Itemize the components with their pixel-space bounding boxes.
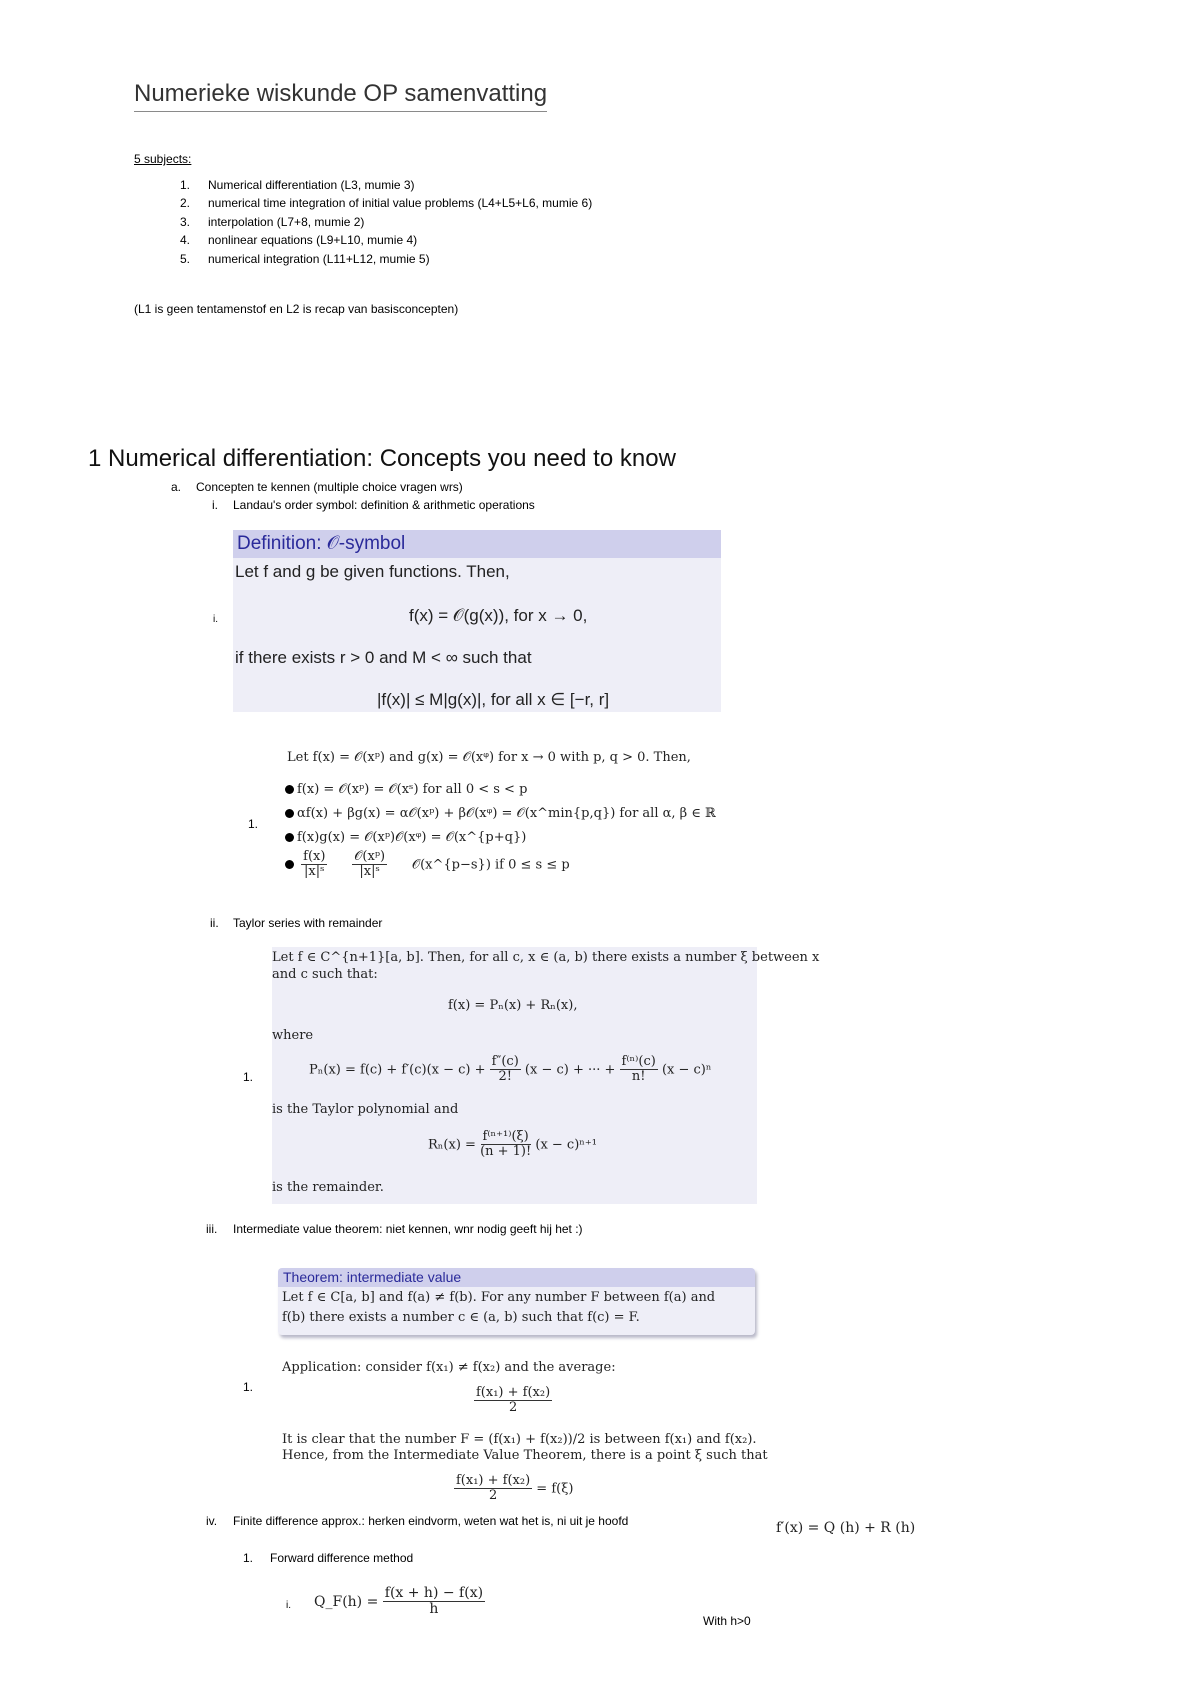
taylor-line2: and c such that: <box>272 967 378 982</box>
definition-title: Definition: 𝒪-symbol <box>237 533 406 554</box>
iv-sub-sub-label: i. <box>286 1600 291 1611</box>
list-item: 4. nonlinear equations (L9+L10, mumie 4) <box>180 233 418 248</box>
taylor-sub-label: 1. <box>243 1070 254 1084</box>
item-a-label: a. <box>171 480 182 494</box>
list-item: 2. numerical time integration of initial value problems (L4+L5+L6, mumie 6) <box>180 196 593 211</box>
iv-sub-label: 1. <box>243 1551 254 1565</box>
item-iii-text: Intermediate value theorem: niet kennen, wnr nodig geeft hij het :) <box>233 1222 583 1236</box>
fd-general-formula: f′(x) = Q (h) + R (h) <box>776 1520 916 1536</box>
arith-bullet-2: αf(x) + βg(x) = α𝒪(xᵖ) + β𝒪(xᵠ) = 𝒪(x^min{p,q}) for all α, β ∈ ℝ <box>285 806 716 821</box>
item-iii-label: iii. <box>206 1222 218 1236</box>
taylor-eq1: f(x) = Pₙ(x) + Rₙ(x), <box>448 998 578 1013</box>
forward-difference-label: Forward difference method <box>270 1551 414 1565</box>
subjects-label: 5 subjects: <box>134 152 192 166</box>
with-h-note: With h>0 <box>703 1614 751 1628</box>
ivt-clear2: Hence, from the Intermediate Value Theorem, there is a point ξ such that <box>282 1448 768 1463</box>
page-title: Numerieke wiskunde OP samenvatting <box>134 80 547 112</box>
item-ii-text: Taylor series with remainder <box>233 916 383 930</box>
taylor-where: where <box>272 1028 314 1043</box>
ivt-average: $\frac{\text{f(x₁) + f(x₂)}}{2}$ <box>476 1385 551 1416</box>
taylor-line1: Let f ∈ C^{n+1}[a, b]. Then, for all c, x ∈ (a, b) there exists a number ξ between x <box>272 950 820 965</box>
definition-line1: Let f and g be given functions. Then, <box>235 562 510 581</box>
ivt-sub-label: 1. <box>243 1380 254 1394</box>
item-ii-label: ii. <box>210 916 219 930</box>
item-iv-text: Finite difference approx.: herken eindvorm, weten wat het is, ni uit je hoofd <box>233 1514 629 1528</box>
arith-intro: Let f(x) = 𝒪(xᵖ) and g(x) = 𝒪(xᵠ) for x → 0 with p, q > 0. Then, <box>287 750 691 765</box>
item-iv-label: iv. <box>206 1514 218 1528</box>
definition-box <box>233 530 721 712</box>
ivt-clear1: It is clear that the number F = (f(x₁) + f(x₂))/2 is between f(x₁) and f(x₂). <box>282 1432 757 1447</box>
item-i-text: Landau's order symbol: definition & arithmetic operations <box>233 498 535 512</box>
subjects-list <box>180 176 592 268</box>
arith-bullet-3: f(x)g(x) = 𝒪(xᵖ)𝒪(xᵠ) = 𝒪(x^{p+q}) <box>285 830 526 845</box>
taylor-tp: is the Taylor polynomial and <box>272 1102 459 1117</box>
item-a-text: Concepten te kennen (multiple choice vragen wrs) <box>196 480 463 494</box>
ivt-application: Application: consider f(x₁) ≠ f(x₂) and the average: <box>282 1360 616 1375</box>
section-heading: 1 Numerical differentiation: Concepts you need to know <box>88 445 676 472</box>
arith-bullet-4: $\frac{f(x)}{\text{|x|ˢ}}$ $\frac{\text{𝒪(xᵖ)}}{\text{|x|ˢ}}$ 𝒪(x^{p−s}) if 0 ≤ s ≤ p <box>285 850 570 880</box>
arith-bullet-1: f(x) = 𝒪(xᵖ) = 𝒪(xˢ) for all 0 < s < p <box>285 782 527 797</box>
list-item: 5. numerical integration (L11+L12, mumie 5) <box>180 251 430 266</box>
taylor-remainder: is the remainder. <box>272 1180 384 1195</box>
ivt-line2: f(b) there exists a number c ∈ (a, b) such that f(c) = F. <box>282 1310 640 1325</box>
definition-line2: if there exists r > 0 and M < ∞ such that <box>235 648 532 667</box>
ivt-line1: Let f ∈ C[a, b] and f(a) ≠ f(b). For any number F between f(a) and <box>282 1290 716 1305</box>
ivt-title: Theorem: intermediate value <box>283 1269 462 1285</box>
list-item: 3. interpolation (L7+8, mumie 2) <box>180 214 365 229</box>
taylor-pn: Pₙ(x) = f(c) + f′(c)(x − c) + $\frac{f''(c)}{2!}$ (x − c) + ··· + $\frac{\text{f⁽ⁿ⁾(c)}}{n!}$ (x − c)ⁿ <box>309 1054 712 1085</box>
note: (L1 is geen tentamenstof en L2 is recap van basisconcepten) <box>134 302 459 316</box>
definition-formula2: |f(x)| ≤ M|g(x)|, for all x ∈ [−r, r] <box>377 690 610 709</box>
item-i-sub-label: i. <box>213 614 218 625</box>
taylor-rn: Rₙ(x) = $\frac{\text{f⁽ⁿ⁺¹⁾(ξ)}}{(n + 1)!}$ (x − c)ⁿ⁺¹ <box>428 1129 597 1160</box>
forward-difference-formula: Q_F(h) = $\frac{f(x + h) - f(x)}{h}$ <box>314 1585 484 1618</box>
item-i-label: i. <box>212 498 218 512</box>
definition-formula: f(x) = 𝒪(g(x)), for x → 0, <box>409 606 588 625</box>
ivt-final: $\frac{\text{f(x₁) + f(x₂)}}{2}$ = f(ξ) <box>456 1473 574 1504</box>
list-item: 1. Numerical differentiation (L3, mumie 3) <box>180 178 415 192</box>
arith-sub-label: 1. <box>248 817 259 831</box>
